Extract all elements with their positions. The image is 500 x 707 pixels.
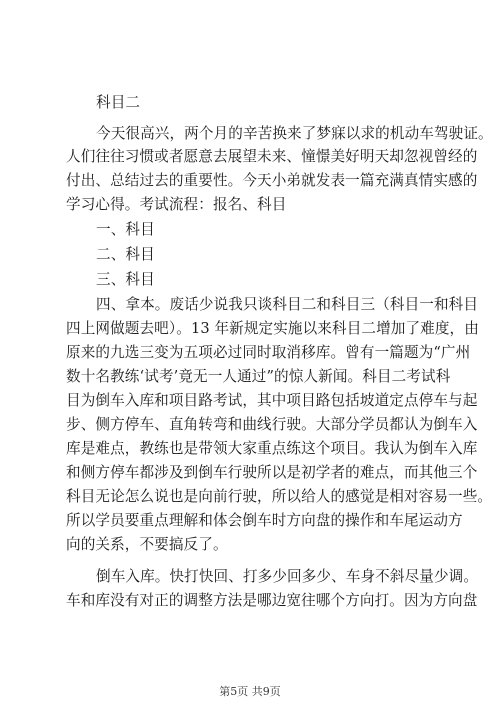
text-line: 原来的九选三变为五项必过同时取消移库。曾有一篇题为“广州 — [66, 344, 471, 361]
text-line: 库是难点，教练也是带领大家重点练这个项目。我认为倒车入库 — [66, 440, 478, 457]
text-line: 科目无论怎么说也是向前行驶，所以给人的感觉是相对容易一些。 — [66, 488, 493, 505]
text-line: 所以学员要重点理解和体会倒车时方向盘的操作和车尾运动方 — [66, 512, 463, 529]
text-line: 车和库没有对正的调整方法是哪边宽往哪个方向打。因为方向盘 — [66, 592, 478, 609]
text-line: 人们往往习惯或者愿意去展望未来、憧憬美好明天却忽视曾经的 — [66, 148, 478, 165]
text-line: 付出、总结过去的重要性。今天小弟就发表一篇充满真情实感的 — [66, 172, 478, 189]
text-line: 今天很高兴，两个月的辛苦换来了梦寐以求的机动车驾驶证。 — [96, 125, 493, 142]
text-line: 和侧方停车都涉及到倒车行驶所以是初学者的难点，而其他三个 — [66, 464, 478, 481]
text-line: 步、侧方停车、直角转弯和曲线行驶。大部分学员都认为倒车入 — [66, 416, 478, 433]
text-line: 目为倒车入库和项目路考试，其中项目路包括坡道定点停车与起 — [66, 392, 478, 409]
text-line: 向的关系，不要搞反了。 — [66, 536, 228, 553]
list-item: 三、科目 — [96, 271, 155, 288]
page-footer: 第5页 共9页 — [219, 685, 281, 698]
text-line: 学习心得。考试流程：报名、科目 — [66, 196, 287, 213]
list-item: 一、科目 — [96, 221, 155, 238]
list-item: 四、拿本。废话少说我只谈科目二和科目三（科目一和科目 — [96, 296, 479, 313]
text-line: 数十名教练‘试考’竟无一人通过”的惊人新闻。科目二考试科 — [66, 368, 451, 385]
text-line: 四上网做题去吧）。13 年新规定实施以来科目二增加了难度，由 — [66, 320, 479, 337]
section-heading: 科目二 — [96, 94, 141, 111]
text-line: 倒车入库。快打快回、打多少回多少、车身不斜尽量少调。 — [96, 568, 479, 585]
list-item: 二、科目 — [96, 246, 155, 263]
